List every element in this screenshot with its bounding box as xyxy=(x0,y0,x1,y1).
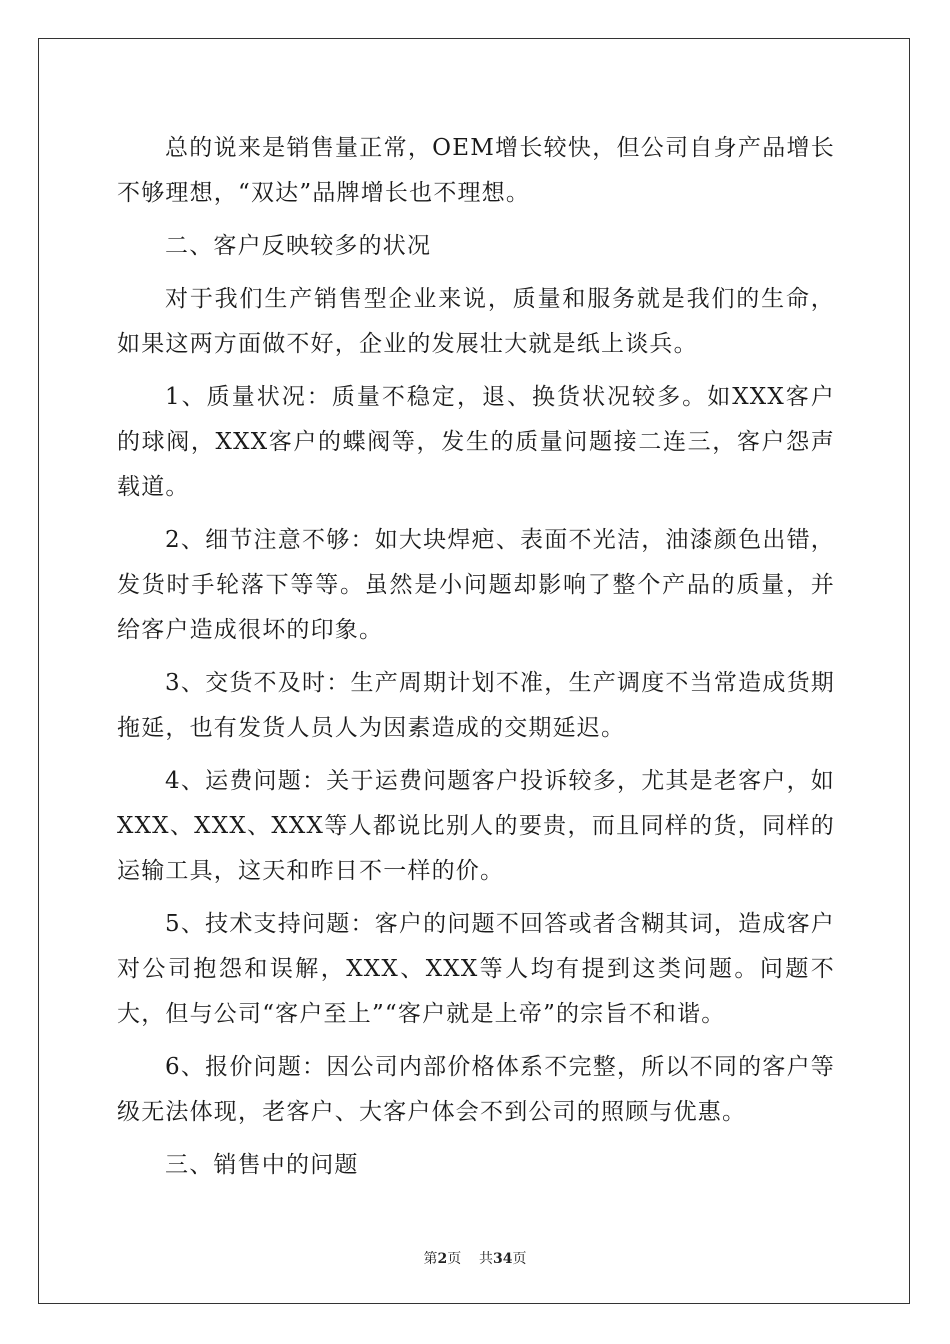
section-heading-sales-problems: 三、销售中的问题 xyxy=(165,1152,359,1178)
section-heading-customer-feedback: 二、客户反映较多的状况 xyxy=(165,233,432,259)
paragraph-item-1-quality: 1、质量状况：质量不稳定，退、换货状况较多。如XXX客户的球阀，XXX客户的蝶阀等，发生的质量问题接二连三，客户怨声载道。 xyxy=(117,384,835,500)
footer-page-number: 2 xyxy=(437,1251,448,1267)
paragraph-item-6-pricing: 6、报价问题：因公司内部价格体系不完整，所以不同的客户等级无法体现，老客户、大客户体会不到公司的照顾与优惠。 xyxy=(117,1054,835,1125)
footer-total-suffix: 页 xyxy=(512,1251,527,1267)
paragraph-quality-service-intro: 对于我们生产销售型企业来说，质量和服务就是我们的生命，如果这两方面做不好，企业的发展壮大就是纸上谈兵。 xyxy=(117,286,835,357)
page-footer xyxy=(0,1248,950,1268)
paragraph-item-4-freight: 4、运费问题：关于运费问题客户投诉较多，尤其是老客户，如XXX、XXX、XXX等人都说比别人的要贵，而且同样的货，同样的运输工具，这天和昨日不一样的价。 xyxy=(117,768,835,884)
paragraph-item-3-delivery: 3、交货不及时：生产周期计划不准，生产调度不当常造成货期拖延，也有发货人员人为因素造成的交期延迟。 xyxy=(117,670,835,741)
footer-page-prefix: 第 xyxy=(423,1251,438,1267)
footer-page-suffix: 页 xyxy=(447,1251,462,1267)
footer-total-pages: 34 xyxy=(493,1251,513,1267)
paragraph-summary: 总的说来是销售量正常，OEM增长较快，但公司自身产品增长不够理想，“双达”品牌增长也不理想。 xyxy=(117,135,835,206)
paragraph-item-2-details: 2、细节注意不够：如大块焊疤、表面不光洁，油漆颜色出错，发货时手轮落下等等。虽然是小问题却影响了整个产品的质量，并给客户造成很坏的印象。 xyxy=(117,527,835,643)
paragraph-item-5-tech-support: 5、技术支持问题：客户的问题不回答或者含糊其词，造成客户对公司抱怨和误解，XXX、XXX等人均有提到这类问题。问题不大，但与公司“客户至上”“客户就是上帝”的宗旨不和谐。 xyxy=(117,911,835,1027)
footer-total-prefix: 共 xyxy=(479,1251,494,1267)
document-body xyxy=(117,126,835,1196)
